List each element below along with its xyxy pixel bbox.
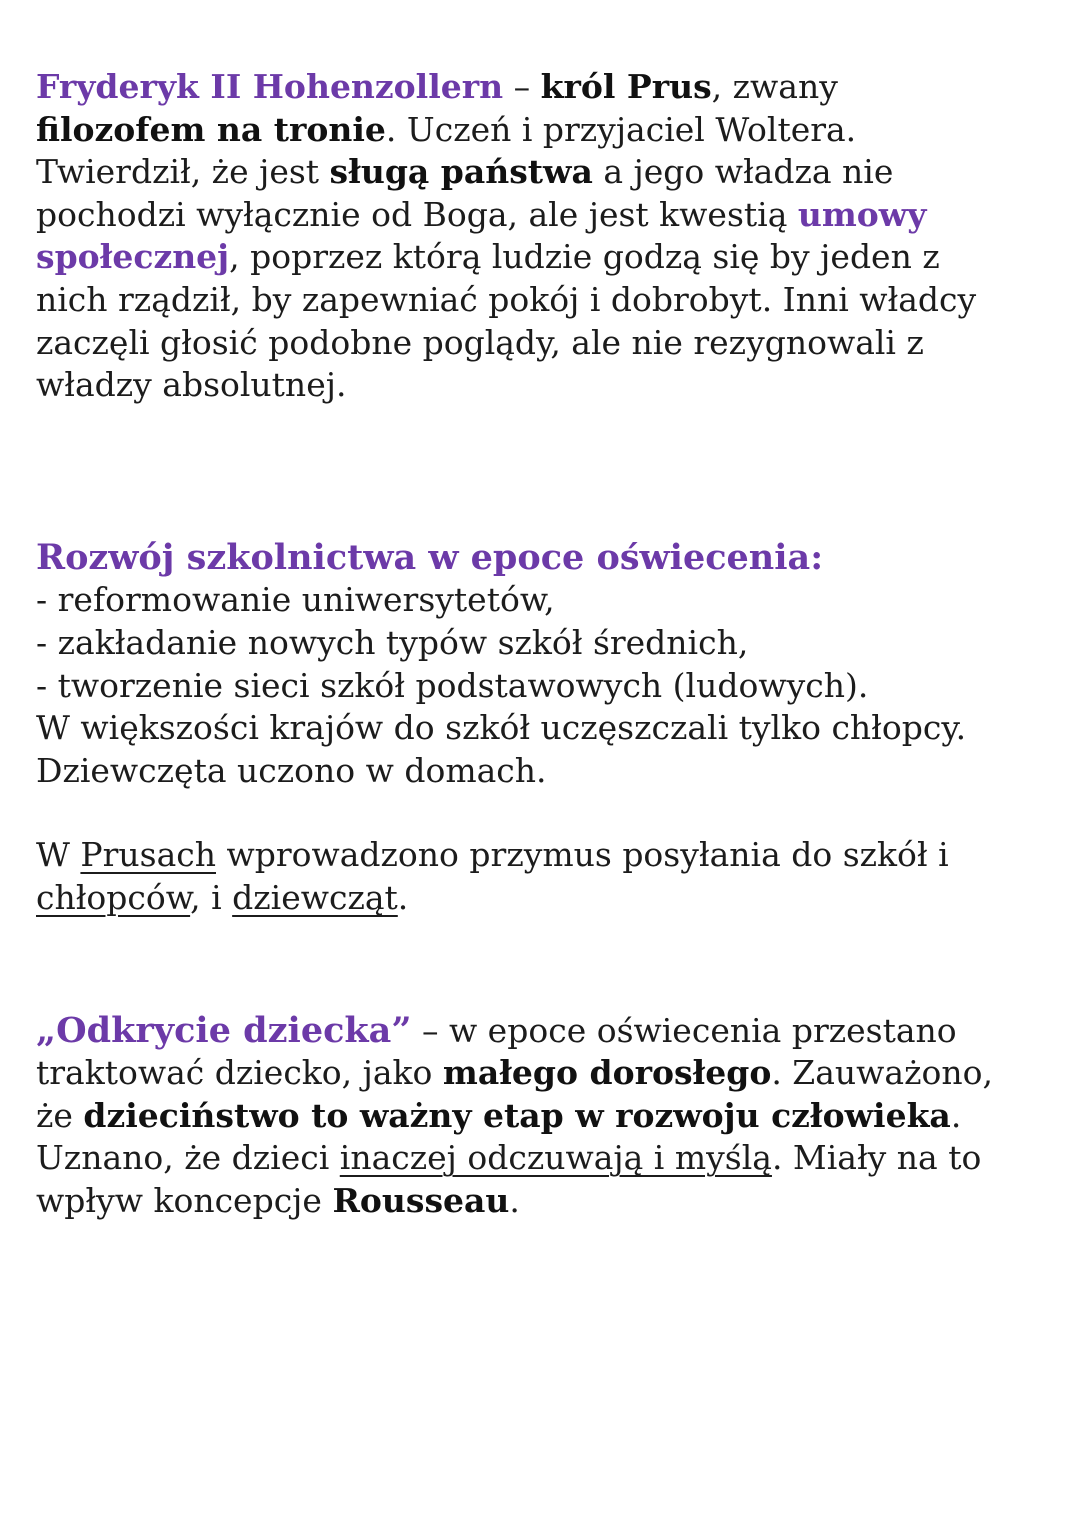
highlight-term: „Odkrycie dziecka”: [36, 1009, 412, 1051]
paragraph-line: Fryderyk II Hohenzollern – król Prus, zwany: [36, 67, 838, 106]
paragraph-line: W Prusach wprowadzono przymus posyłania do szkół i: [36, 835, 949, 875]
paragraph-line: pochodzi wyłącznie od Boga, ale jest kwestią umowy: [36, 194, 927, 234]
bold-term: Rousseau: [332, 1180, 510, 1220]
paragraph-line: Uznano, że dzieci inaczej odczuwają i myślą. Miały na to: [36, 1138, 982, 1178]
document-page: [36, 66, 1056, 1222]
list-item: - reformowanie uniwersytetów,: [36, 580, 555, 620]
paragraph-line: filozofem na tronie. Uczeń i przyjaciel Woltera.: [36, 109, 857, 149]
paragraph-line: społecznej, poprzez którą ludzie godzą się by jeden z: [36, 237, 940, 277]
paragraph-line: Dziewczęta uczono w domach.: [36, 750, 547, 790]
section-heading: Rozwój szkolnictwa w epoce oświecenia:: [36, 536, 824, 578]
paragraph-line: władzy absolutnej.: [36, 365, 347, 405]
bold-term: filozofem na tronie: [36, 109, 386, 149]
bold-term: król Prus: [540, 67, 712, 106]
paragraph-line: zaczęli głosić podobne poglądy, ale nie rezygnowali z: [36, 322, 924, 362]
bold-term: sługą państwa: [329, 152, 593, 192]
highlight-term: Fryderyk II Hohenzollern: [36, 67, 504, 106]
paragraph-line: W większości krajów do szkół uczęszczali tylko chłopcy.: [36, 708, 967, 748]
bold-term: małego dorosłego: [442, 1053, 772, 1093]
frederick-paragraph: [36, 66, 1056, 407]
highlight-term: umowy: [797, 194, 927, 234]
paragraph-line: Twierdził, że jest sługą państwa a jego władza nie: [36, 152, 894, 192]
paragraph-line: że dzieciństwo to ważny etap w rozwoju człowieka.: [36, 1095, 962, 1135]
highlight-term: społecznej: [36, 237, 230, 277]
underlined-term: dziewcząt: [232, 877, 398, 917]
paragraph-line: chłopców, i dziewcząt.: [36, 877, 409, 917]
bold-term: dzieciństwo to ważny etap w rozwoju człowieka: [83, 1095, 951, 1135]
schooling-section: [36, 537, 1056, 793]
paragraph-line: wpływ koncepcje Rousseau.: [36, 1180, 520, 1220]
underlined-term: Prusach: [80, 835, 216, 875]
list-item: - tworzenie sieci szkół podstawowych (ludowych).: [36, 665, 869, 705]
underlined-term: chłopców: [36, 877, 191, 917]
paragraph-line: traktować dziecko, jako małego dorosłego. Zauważono,: [36, 1053, 993, 1093]
paragraph-line: nich rządził, by zapewniać pokój i dobrobyt. Inni władcy: [36, 279, 977, 319]
childhood-paragraph: [36, 1010, 1056, 1223]
prussia-paragraph: [36, 834, 1056, 919]
paragraph-line: „Odkrycie dziecka” – w epoce oświecenia przestano: [36, 1009, 957, 1051]
underlined-term: inaczej odczuwają i myślą: [339, 1138, 772, 1178]
list-item: - zakładanie nowych typów szkół średnich,: [36, 622, 749, 662]
